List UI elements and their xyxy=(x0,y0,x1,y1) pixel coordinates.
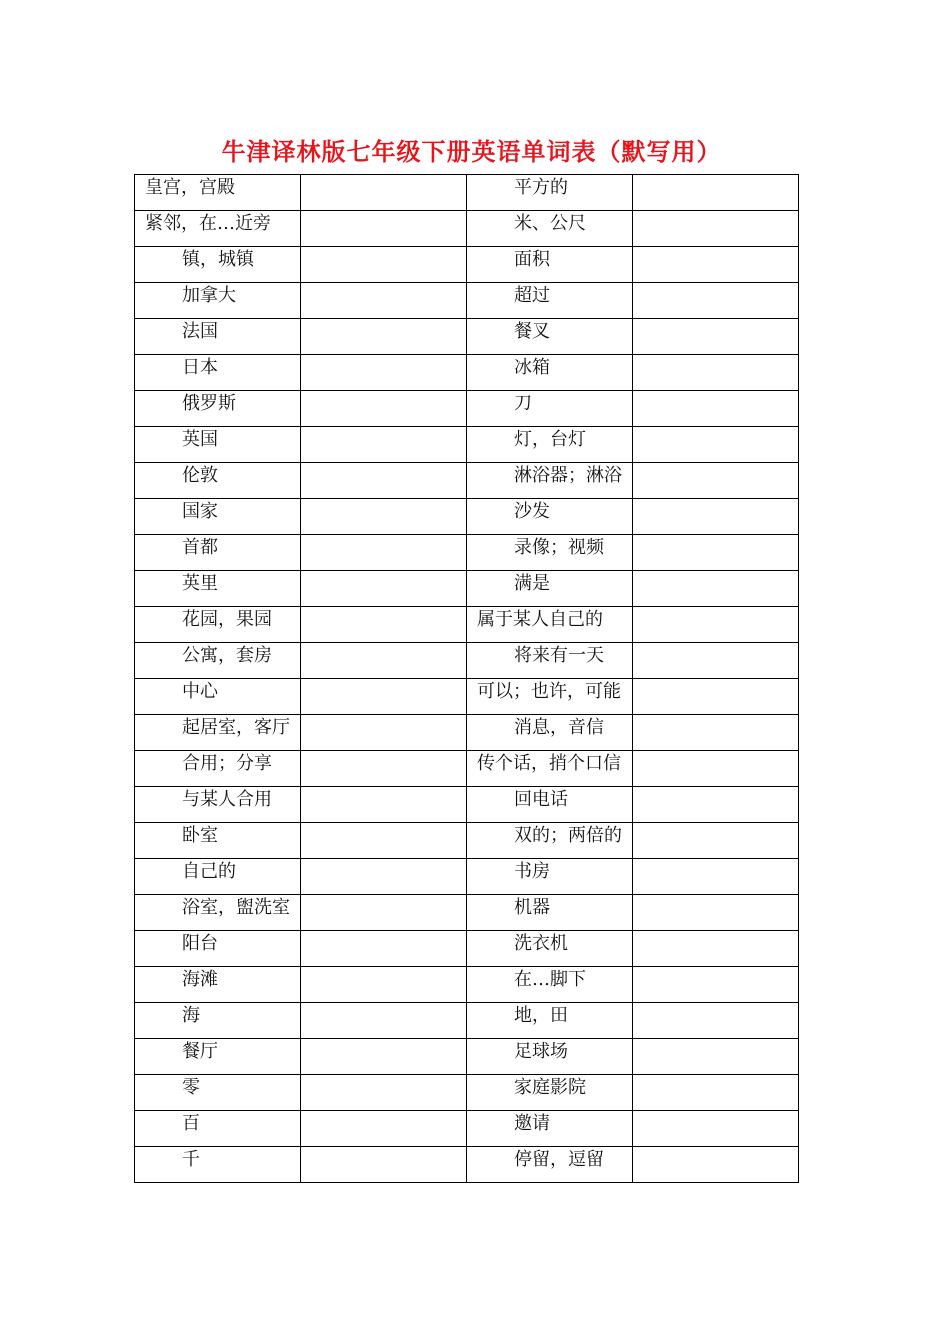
vocabulary-table xyxy=(134,174,799,1183)
chinese-word-cell: 超过 xyxy=(467,283,633,319)
chinese-word-cell: 自己的 xyxy=(135,859,301,895)
chinese-word-cell: 机器 xyxy=(467,895,633,931)
answer-blank-cell[interactable] xyxy=(301,391,467,427)
chinese-word-cell: 传个话，捎个口信 xyxy=(467,751,633,787)
chinese-word-cell: 海滩 xyxy=(135,967,301,1003)
answer-blank-cell[interactable] xyxy=(301,355,467,391)
chinese-word-cell: 在…脚下 xyxy=(467,967,633,1003)
answer-blank-cell[interactable] xyxy=(633,247,799,283)
answer-blank-cell[interactable] xyxy=(301,787,467,823)
table-row xyxy=(135,283,799,319)
chinese-word-cell: 足球场 xyxy=(467,1039,633,1075)
chinese-word-cell: 加拿大 xyxy=(135,283,301,319)
chinese-word-cell: 邀请 xyxy=(467,1111,633,1147)
answer-blank-cell[interactable] xyxy=(633,715,799,751)
table-row xyxy=(135,859,799,895)
table-row xyxy=(135,895,799,931)
answer-blank-cell[interactable] xyxy=(633,355,799,391)
answer-blank-cell[interactable] xyxy=(301,211,467,247)
answer-blank-cell[interactable] xyxy=(633,427,799,463)
answer-blank-cell[interactable] xyxy=(633,571,799,607)
table-row xyxy=(135,319,799,355)
answer-blank-cell[interactable] xyxy=(633,823,799,859)
answer-blank-cell[interactable] xyxy=(301,1111,467,1147)
chinese-word-cell: 俄罗斯 xyxy=(135,391,301,427)
chinese-word-cell: 与某人合用 xyxy=(135,787,301,823)
answer-blank-cell[interactable] xyxy=(633,1003,799,1039)
chinese-word-cell: 米、公尺 xyxy=(467,211,633,247)
answer-blank-cell[interactable] xyxy=(633,319,799,355)
answer-blank-cell[interactable] xyxy=(301,1147,467,1183)
chinese-word-cell: 日本 xyxy=(135,355,301,391)
chinese-word-cell: 餐叉 xyxy=(467,319,633,355)
table-row xyxy=(135,715,799,751)
chinese-word-cell: 冰箱 xyxy=(467,355,633,391)
answer-blank-cell[interactable] xyxy=(633,679,799,715)
answer-blank-cell[interactable] xyxy=(633,931,799,967)
table-row xyxy=(135,355,799,391)
answer-blank-cell[interactable] xyxy=(301,175,467,211)
chinese-word-cell: 餐厅 xyxy=(135,1039,301,1075)
table-row xyxy=(135,607,799,643)
chinese-word-cell: 刀 xyxy=(467,391,633,427)
chinese-word-cell: 将来有一天 xyxy=(467,643,633,679)
answer-blank-cell[interactable] xyxy=(633,967,799,1003)
table-row xyxy=(135,427,799,463)
answer-blank-cell[interactable] xyxy=(301,715,467,751)
chinese-word-cell: 阳台 xyxy=(135,931,301,967)
chinese-word-cell: 属于某人自己的 xyxy=(467,607,633,643)
chinese-word-cell: 满是 xyxy=(467,571,633,607)
answer-blank-cell[interactable] xyxy=(301,967,467,1003)
table-row xyxy=(135,463,799,499)
chinese-word-cell: 花园，果园 xyxy=(135,607,301,643)
table-row xyxy=(135,247,799,283)
chinese-word-cell: 书房 xyxy=(467,859,633,895)
chinese-word-cell: 地，田 xyxy=(467,1003,633,1039)
answer-blank-cell[interactable] xyxy=(633,391,799,427)
answer-blank-cell[interactable] xyxy=(301,643,467,679)
table-row xyxy=(135,1039,799,1075)
answer-blank-cell[interactable] xyxy=(633,211,799,247)
chinese-word-cell: 伦敦 xyxy=(135,463,301,499)
answer-blank-cell[interactable] xyxy=(633,859,799,895)
answer-blank-cell[interactable] xyxy=(301,319,467,355)
table-row xyxy=(135,499,799,535)
answer-blank-cell[interactable] xyxy=(301,1039,467,1075)
chinese-word-cell: 法国 xyxy=(135,319,301,355)
answer-blank-cell[interactable] xyxy=(301,931,467,967)
answer-blank-cell[interactable] xyxy=(633,751,799,787)
chinese-word-cell: 面积 xyxy=(467,247,633,283)
answer-blank-cell[interactable] xyxy=(633,283,799,319)
table-row xyxy=(135,571,799,607)
table-row xyxy=(135,787,799,823)
answer-blank-cell[interactable] xyxy=(633,787,799,823)
chinese-word-cell: 淋浴器；淋浴 xyxy=(467,463,633,499)
answer-blank-cell[interactable] xyxy=(301,1075,467,1111)
answer-blank-cell[interactable] xyxy=(633,1111,799,1147)
chinese-word-cell: 首都 xyxy=(135,535,301,571)
answer-blank-cell[interactable] xyxy=(301,751,467,787)
answer-blank-cell[interactable] xyxy=(301,859,467,895)
table-row xyxy=(135,1111,799,1147)
chinese-word-cell: 公寓，套房 xyxy=(135,643,301,679)
table-row xyxy=(135,211,799,247)
answer-blank-cell[interactable] xyxy=(301,283,467,319)
answer-blank-cell[interactable] xyxy=(301,679,467,715)
answer-blank-cell[interactable] xyxy=(301,823,467,859)
chinese-word-cell: 沙发 xyxy=(467,499,633,535)
table-row xyxy=(135,1147,799,1183)
chinese-word-cell: 消息，音信 xyxy=(467,715,633,751)
answer-blank-cell[interactable] xyxy=(301,1003,467,1039)
chinese-word-cell: 洗衣机 xyxy=(467,931,633,967)
answer-blank-cell[interactable] xyxy=(633,895,799,931)
chinese-word-cell: 皇宫，宫殿 xyxy=(135,175,301,211)
answer-blank-cell[interactable] xyxy=(633,607,799,643)
chinese-word-cell: 录像；视频 xyxy=(467,535,633,571)
table-row xyxy=(135,643,799,679)
answer-blank-cell[interactable] xyxy=(633,1039,799,1075)
chinese-word-cell: 合用；分享 xyxy=(135,751,301,787)
chinese-word-cell: 浴室，盥洗室 xyxy=(135,895,301,931)
chinese-word-cell: 家庭影院 xyxy=(467,1075,633,1111)
chinese-word-cell: 国家 xyxy=(135,499,301,535)
chinese-word-cell: 中心 xyxy=(135,679,301,715)
chinese-word-cell: 千 xyxy=(135,1147,301,1183)
answer-blank-cell[interactable] xyxy=(633,175,799,211)
table-row xyxy=(135,823,799,859)
chinese-word-cell: 百 xyxy=(135,1111,301,1147)
answer-blank-cell[interactable] xyxy=(633,1147,799,1183)
table-row xyxy=(135,1003,799,1039)
chinese-word-cell: 回电话 xyxy=(467,787,633,823)
chinese-word-cell: 卧室 xyxy=(135,823,301,859)
table-row xyxy=(135,931,799,967)
answer-blank-cell[interactable] xyxy=(301,247,467,283)
chinese-word-cell: 镇，城镇 xyxy=(135,247,301,283)
chinese-word-cell: 起居室，客厅 xyxy=(135,715,301,751)
table-row xyxy=(135,751,799,787)
chinese-word-cell: 英国 xyxy=(135,427,301,463)
answer-blank-cell[interactable] xyxy=(301,427,467,463)
chinese-word-cell: 可以；也许，可能 xyxy=(467,679,633,715)
answer-blank-cell[interactable] xyxy=(633,463,799,499)
page-title: 牛津译林版七年级下册英语单词表（默写用） xyxy=(221,137,722,166)
chinese-word-cell: 英里 xyxy=(135,571,301,607)
answer-blank-cell[interactable] xyxy=(301,571,467,607)
table-row xyxy=(135,391,799,427)
answer-blank-cell[interactable] xyxy=(301,607,467,643)
table-row xyxy=(135,535,799,571)
answer-blank-cell[interactable] xyxy=(301,499,467,535)
chinese-word-cell: 海 xyxy=(135,1003,301,1039)
table-row xyxy=(135,1075,799,1111)
answer-blank-cell[interactable] xyxy=(301,463,467,499)
answer-blank-cell[interactable] xyxy=(301,535,467,571)
table-row xyxy=(135,175,799,211)
chinese-word-cell: 平方的 xyxy=(467,175,633,211)
chinese-word-cell: 停留，逗留 xyxy=(467,1147,633,1183)
table-row xyxy=(135,967,799,1003)
answer-blank-cell[interactable] xyxy=(633,643,799,679)
answer-blank-cell[interactable] xyxy=(633,499,799,535)
chinese-word-cell: 双的；两倍的 xyxy=(467,823,633,859)
chinese-word-cell: 紧邻，在…近旁 xyxy=(135,211,301,247)
chinese-word-cell: 零 xyxy=(135,1075,301,1111)
answer-blank-cell[interactable] xyxy=(633,1075,799,1111)
table-row xyxy=(135,679,799,715)
chinese-word-cell: 灯，台灯 xyxy=(467,427,633,463)
answer-blank-cell[interactable] xyxy=(633,535,799,571)
answer-blank-cell[interactable] xyxy=(301,895,467,931)
